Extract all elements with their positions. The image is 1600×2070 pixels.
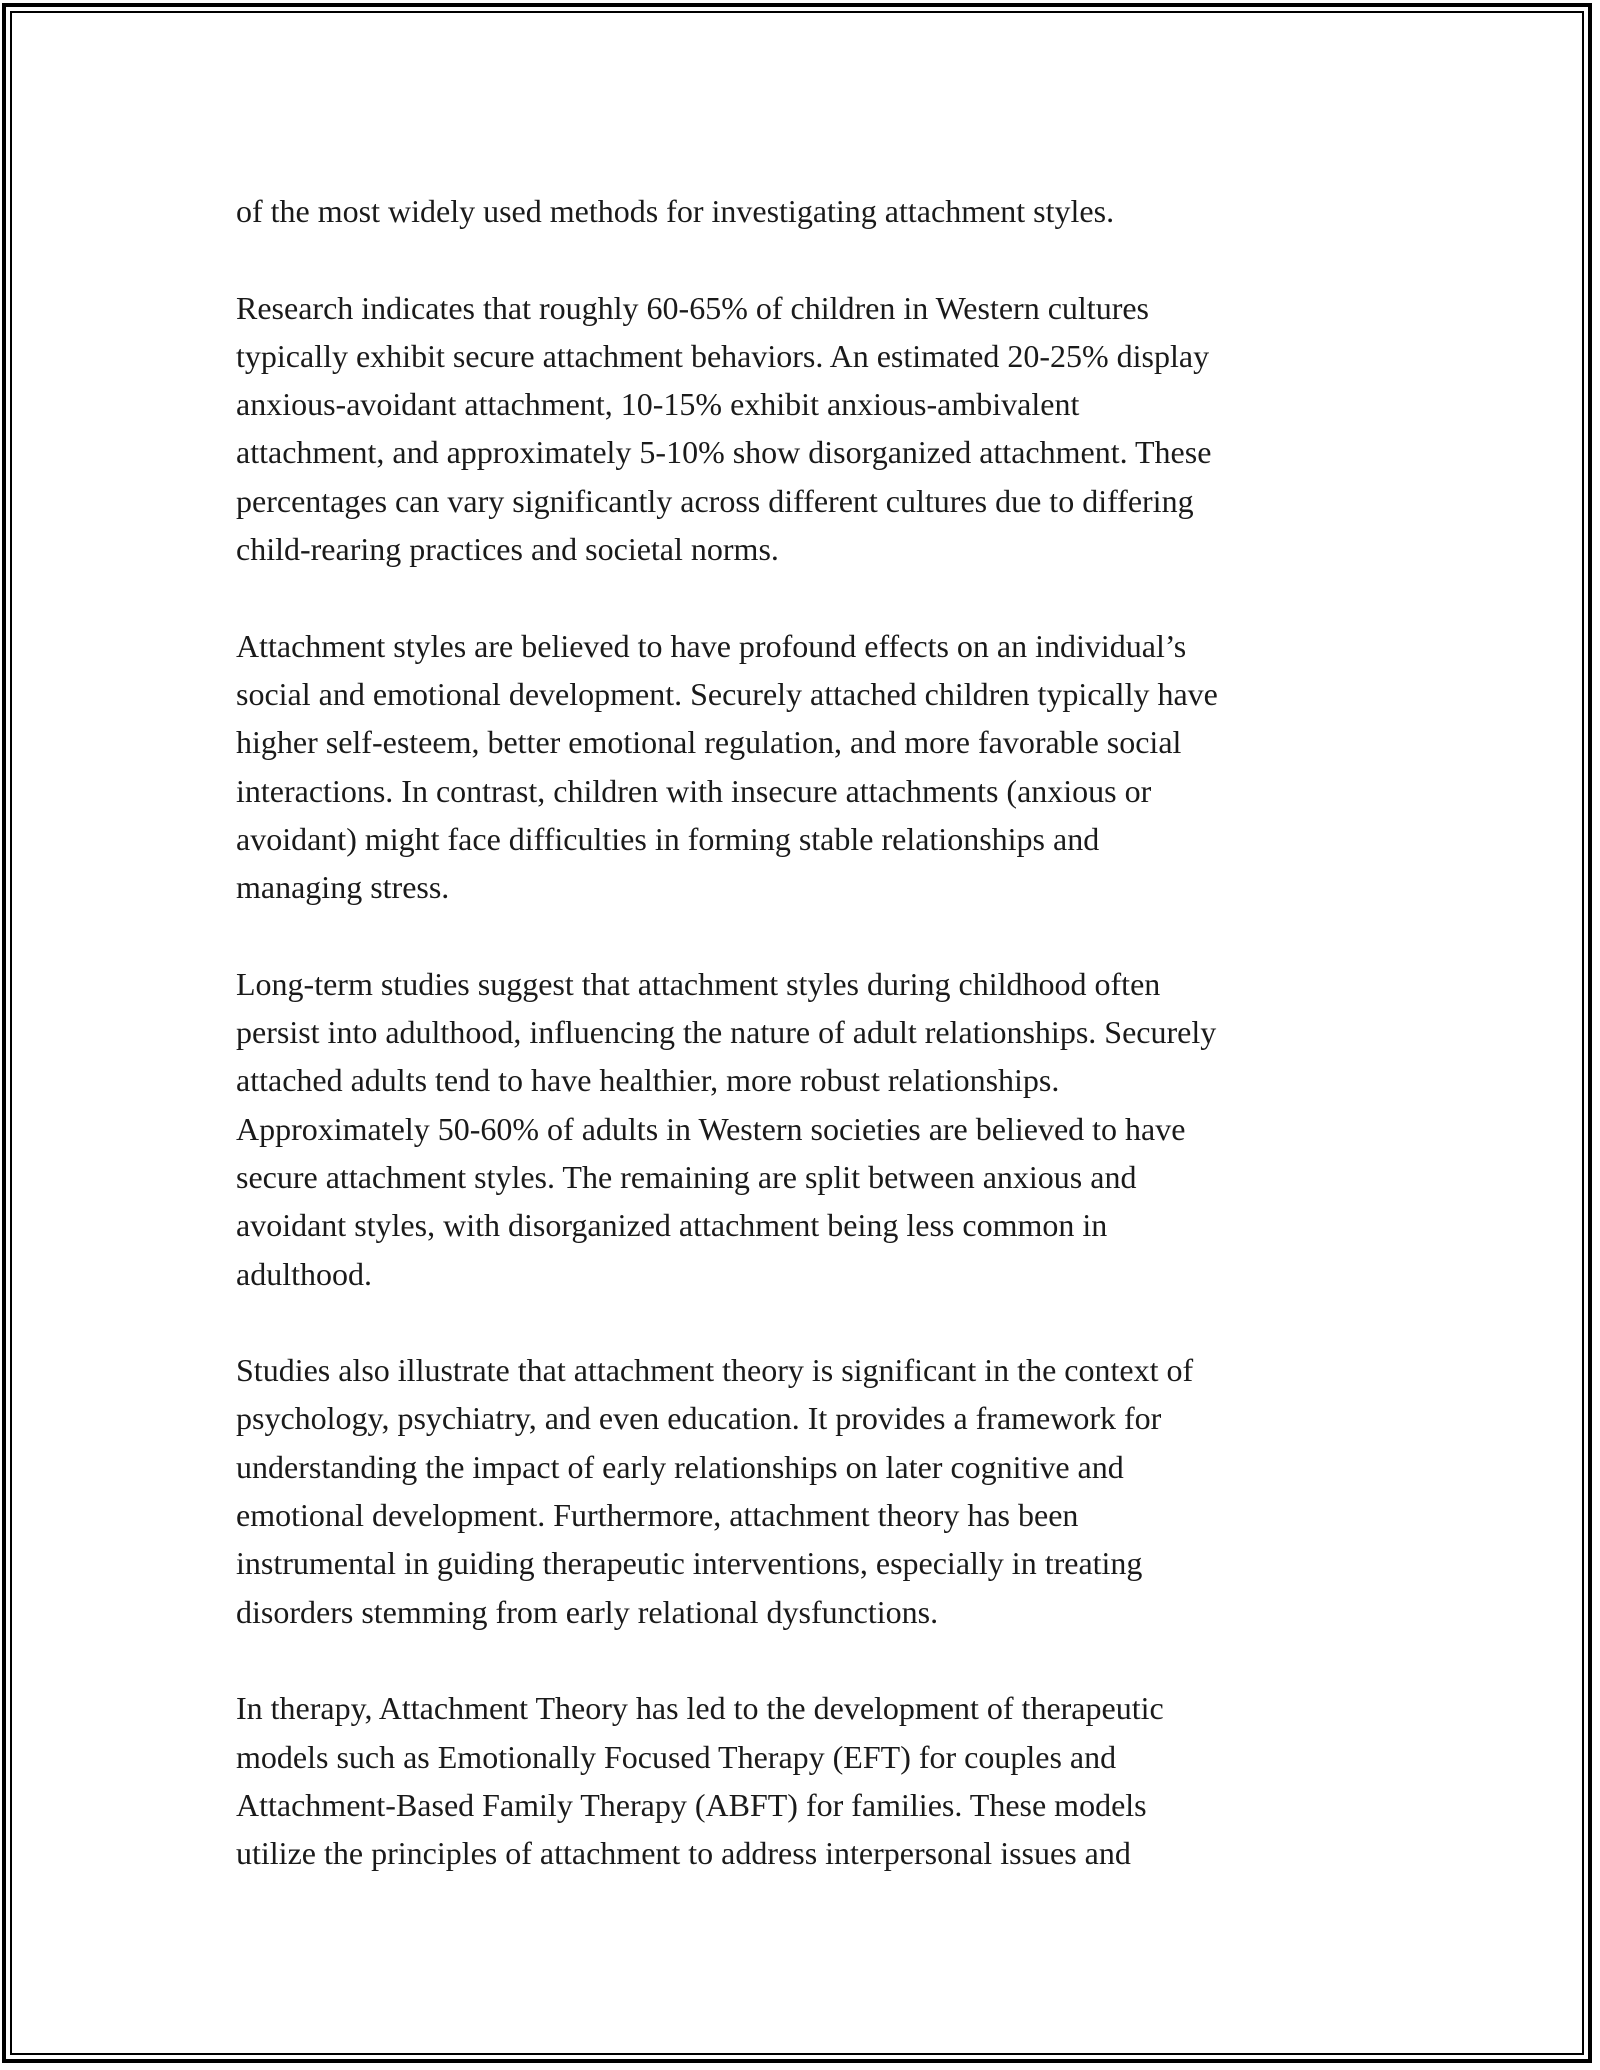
text-line: attached adults tend to have healthier, more robust relationships. (236, 1062, 1060, 1099)
text-line: instrumental in guiding therapeutic interventions, especially in treating (236, 1545, 1143, 1582)
text-line: social and emotional development. Securely attached children typically have (236, 675, 1218, 712)
text-line: attachment, and approximately 5-10% show disorganized attachment. These (236, 434, 1212, 471)
paragraph-4 (236, 960, 1376, 1298)
text-line: secure attachment styles. The remaining are split between anxious and (236, 1158, 1137, 1195)
paragraph-2 (236, 284, 1376, 574)
paragraph-5 (236, 1346, 1376, 1636)
text-line: disorders stemming from early relational dysfunctions. (236, 1593, 939, 1630)
text-line: Attachment styles are believed to have profound effects on an individual’s (236, 627, 1187, 664)
paragraph-6 (236, 1684, 1376, 1877)
text-line: understanding the impact of early relationships on later cognitive and (236, 1448, 1124, 1485)
text-line: higher self-esteem, better emotional regulation, and more favorable social (236, 724, 1182, 761)
text-line: psychology, psychiatry, and even education. It provides a framework for (236, 1400, 1162, 1437)
paragraph-3 (236, 622, 1376, 912)
text-line: Long-term studies suggest that attachment styles during childhood often (236, 965, 1161, 1002)
text-line: emotional development. Furthermore, attachment theory has been (236, 1497, 1079, 1534)
text-line: persist into adulthood, influencing the nature of adult relationships. Securely (236, 1014, 1217, 1051)
text-line: Research indicates that roughly 60-65% of children in Western cultures (236, 289, 1149, 326)
text-line: anxious-avoidant attachment, 10-15% exhibit anxious-ambivalent (236, 386, 1080, 423)
text-line: Attachment-Based Family Therapy (ABFT) for families. These models (236, 1786, 1147, 1823)
text-line: percentages can vary significantly across different cultures due to differing (236, 482, 1194, 519)
text-line: avoidant) might face difficulties in forming stable relationships and (236, 820, 1100, 857)
text-line: utilize the principles of attachment to address interpersonal issues and (236, 1835, 1131, 1872)
text-line: typically exhibit secure attachment behaviors. An estimated 20-25% display (236, 337, 1210, 374)
paragraph-1 (236, 187, 1376, 235)
text-line: adulthood. (236, 1255, 372, 1292)
text-line: child-rearing practices and societal norms. (236, 531, 779, 568)
text-line: managing stress. (236, 869, 450, 906)
text-line: avoidant styles, with disorganized attachment being less common in (236, 1207, 1108, 1244)
text-line: of the most widely used methods for investigating attachment styles. (236, 193, 1115, 229)
text-line: In therapy, Attachment Theory has led to the development of therapeutic (236, 1690, 1164, 1727)
document-body (236, 187, 1376, 1926)
text-line: Studies also illustrate that attachment theory is significant in the context of (236, 1352, 1194, 1389)
text-line: Approximately 50-60% of adults in Western societies are believed to have (236, 1110, 1186, 1147)
text-line: interactions. In contrast, children with insecure attachments (anxious or (236, 772, 1152, 809)
text-line: models such as Emotionally Focused Therapy (EFT) for couples and (236, 1738, 1117, 1775)
